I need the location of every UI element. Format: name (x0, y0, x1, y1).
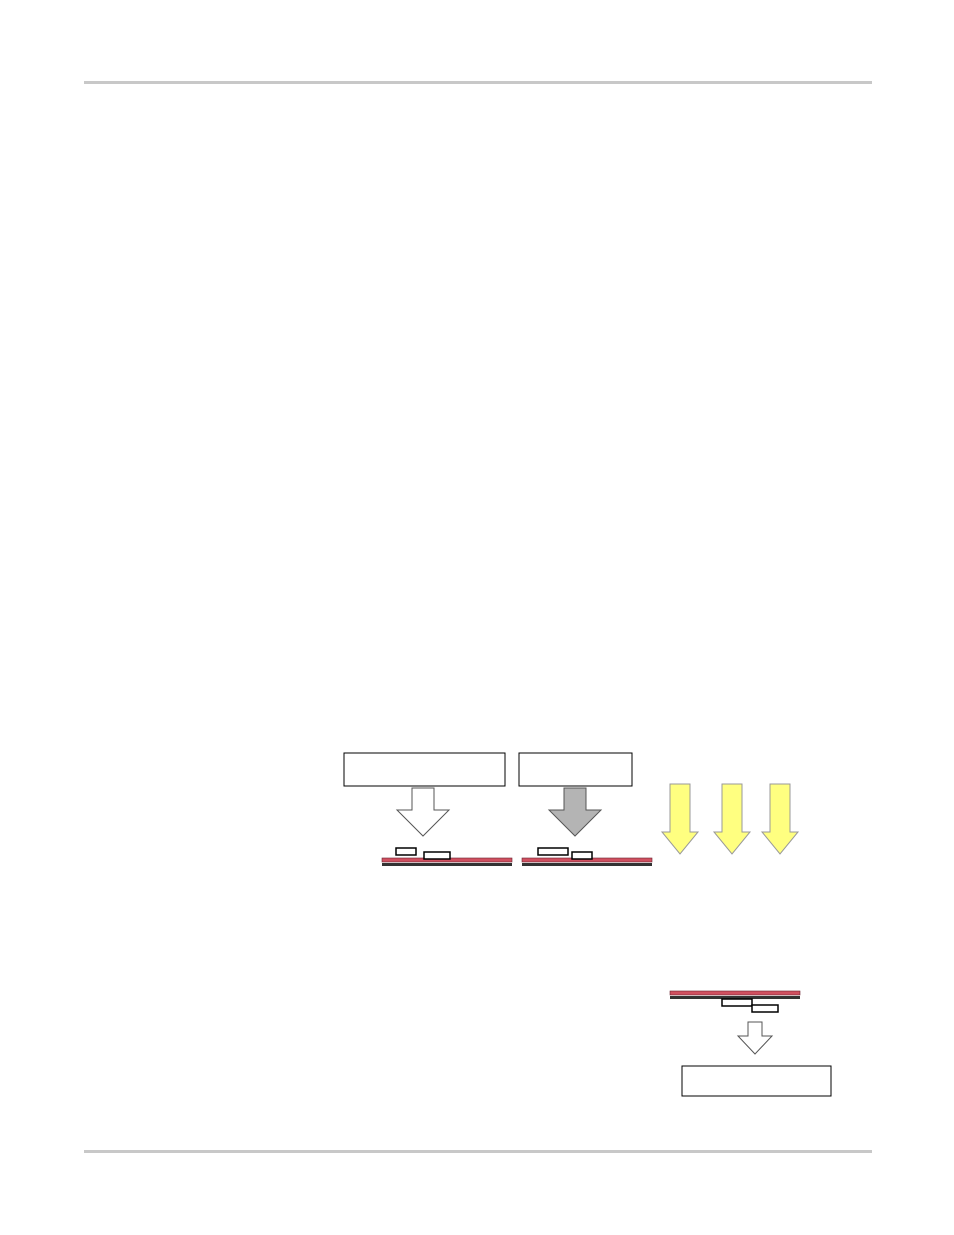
load-output-arrow (738, 1022, 772, 1054)
load-arrow-inv1 (662, 784, 698, 854)
load-arrow-inv3 (762, 784, 798, 854)
header-divider (84, 81, 872, 84)
grid-bus-bars (382, 848, 512, 866)
ac-source-box (344, 753, 505, 786)
generator-input-arrow (549, 788, 601, 836)
output-destination-box (682, 1066, 831, 1096)
load-arrow-inv2 (714, 784, 750, 854)
grid-input-arrow (397, 788, 449, 836)
footer-divider (84, 1150, 872, 1153)
load-output-bus-bars (670, 991, 800, 1012)
steps-list (250, 126, 872, 132)
generator-bus-bars (522, 848, 652, 866)
breaker-wiring-diagram (340, 748, 840, 1100)
generator-source-box (519, 753, 632, 786)
figure-caption (84, 1106, 94, 1124)
